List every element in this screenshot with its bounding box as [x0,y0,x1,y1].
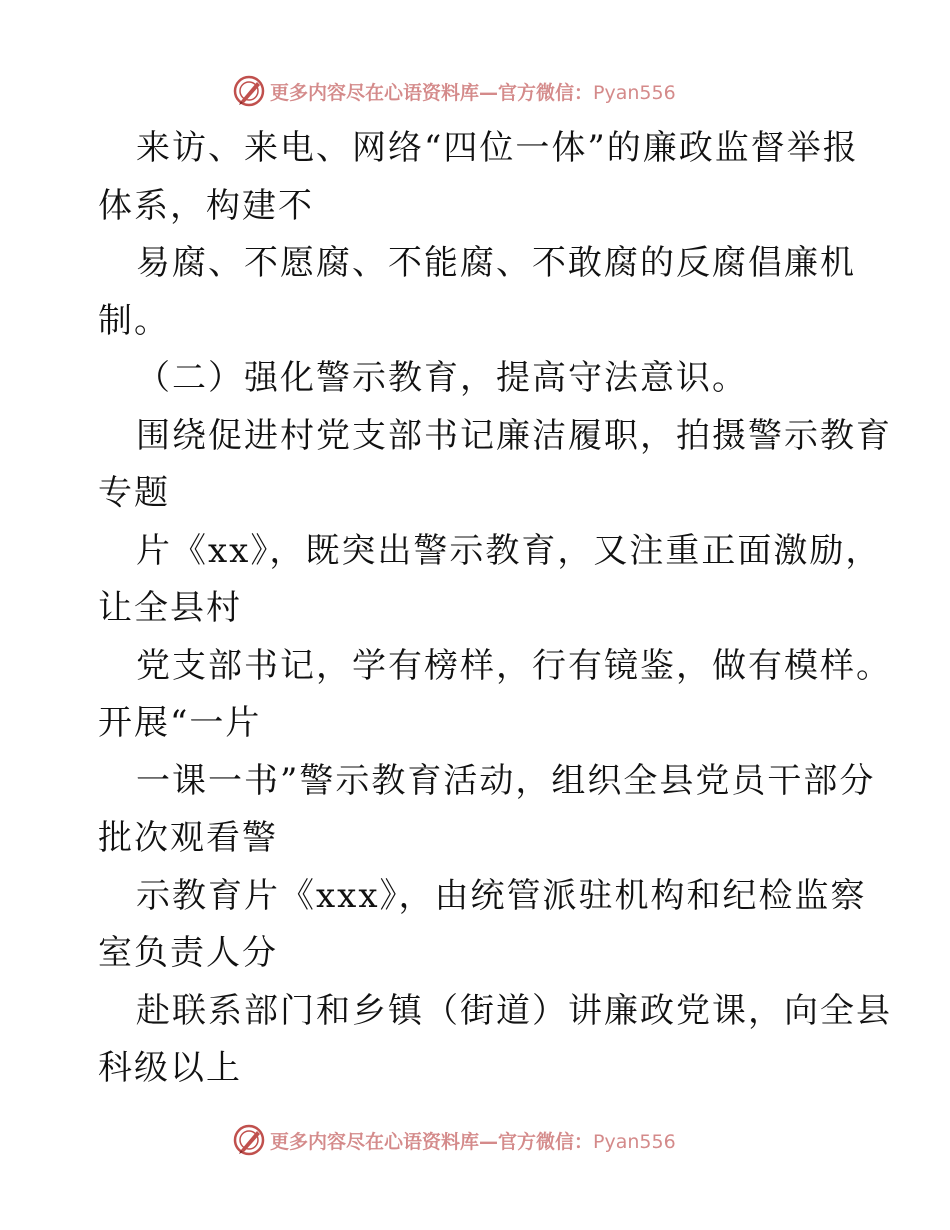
pen-logo-icon [232,74,266,108]
text-line: 片《xx》，既突出警示教育，又注重正面激励， [136,530,882,571]
section-heading: （二）强化警示教育，提高守法意识。 [136,358,748,398]
pen-logo-icon [232,1123,266,1157]
text-line: 室负责人分 [98,933,278,973]
text-line: 围绕促进村党支部书记廉洁履职，拍摄警示教育 [136,415,892,456]
text-line: 让全县村 [98,588,242,628]
text-line: 专题 [98,473,170,513]
text-line: 示教育片《xxx》，由统管派驻机构和纪检监察 [136,875,867,916]
text-line: 赴联系部门和乡镇（街道）讲廉政党课，向全县 [136,990,892,1031]
text-line: 一课一书”警示教育活动，组织全县党员干部分 [136,760,876,801]
watermark-text: 更多内容尽在心语资料库—官方微信：Pyan556 [270,1130,676,1153]
text-line: 易腐、不愿腐、不能腐、不敢腐的反腐倡廉机 [136,243,856,283]
text-line: 批次观看警 [98,818,278,858]
text-line: 来访、来电、网络“四位一体”的廉政监督举报 [136,128,859,168]
header-watermark [232,73,676,109]
watermark-text: 更多内容尽在心语资料库—官方微信：Pyan556 [270,81,676,104]
footer-watermark [232,1122,676,1158]
text-line: 党支部书记，学有榜样，行有镜鉴，做有模样。 [136,645,892,686]
text-line: 体系，构建不 [98,185,314,226]
document-body [98,120,892,1098]
text-line: 科级以上 [98,1048,242,1088]
text-line: 制。 [98,300,170,341]
text-line: 开展“一片 [98,703,262,743]
